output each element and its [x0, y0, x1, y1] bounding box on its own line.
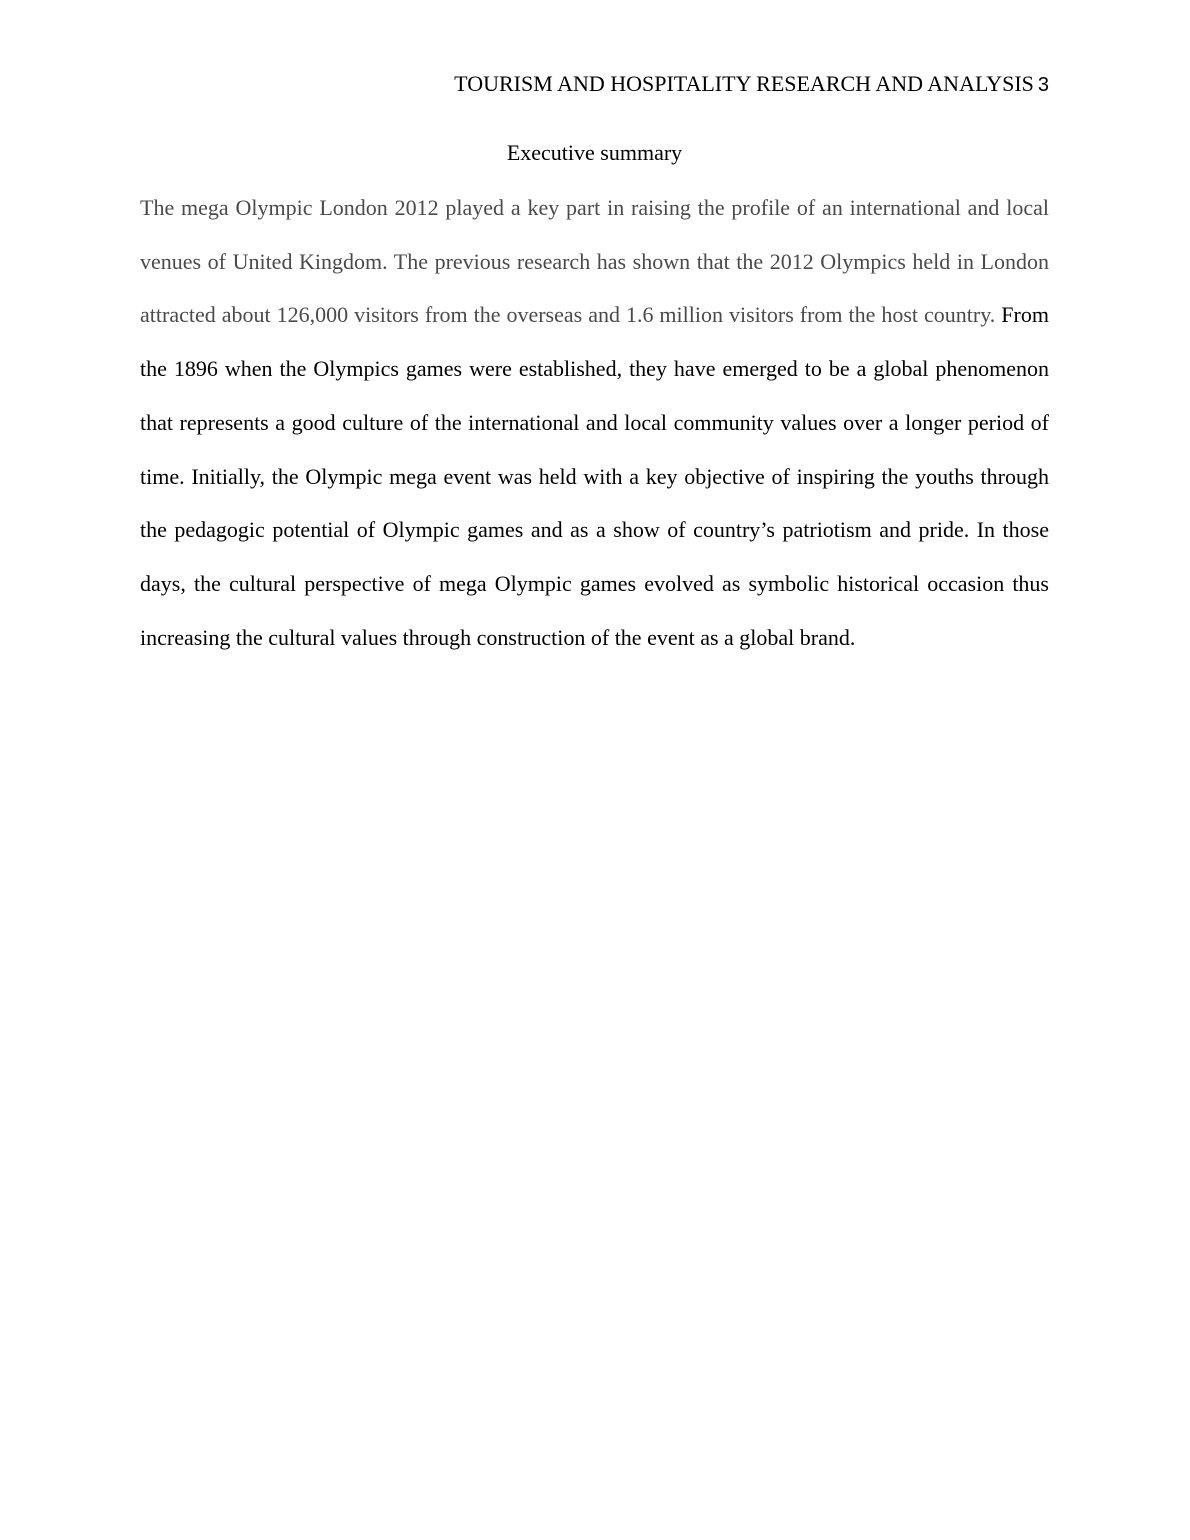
page-number: 3	[1037, 74, 1049, 96]
summary-muted-text: The mega Olympic London 2012 played a key part in raising the profile of an international and local venues of United Kingdom. The previous research has shown that the 2012 Olympics held in London attracted about 126,000 visitors from the overseas and 1.6 million visitors from the host country.	[140, 195, 1049, 328]
running-title: TOURISM AND HOSPITALITY RESEARCH AND ANALYSIS	[454, 71, 1034, 96]
summary-paragraph	[140, 181, 1049, 664]
running-header	[140, 70, 1049, 99]
summary-main-text: From the 1896 when the Olympics games were established, they have emerged to be a global phenomenon that represents a good culture of the international and local community values over a longer period of time. Initially, the Olympic mega event was held with a key objective of inspiring the youths through the pedagogic potential of Olympic games and as a show of country’s patriotism and pride. In those days, the cultural perspective of mega Olympic games evolved as symbolic historical occasion thus increasing the cultural values through construction of the event as a global brand.	[140, 302, 1049, 650]
section-title: Executive summary	[506, 140, 683, 165]
